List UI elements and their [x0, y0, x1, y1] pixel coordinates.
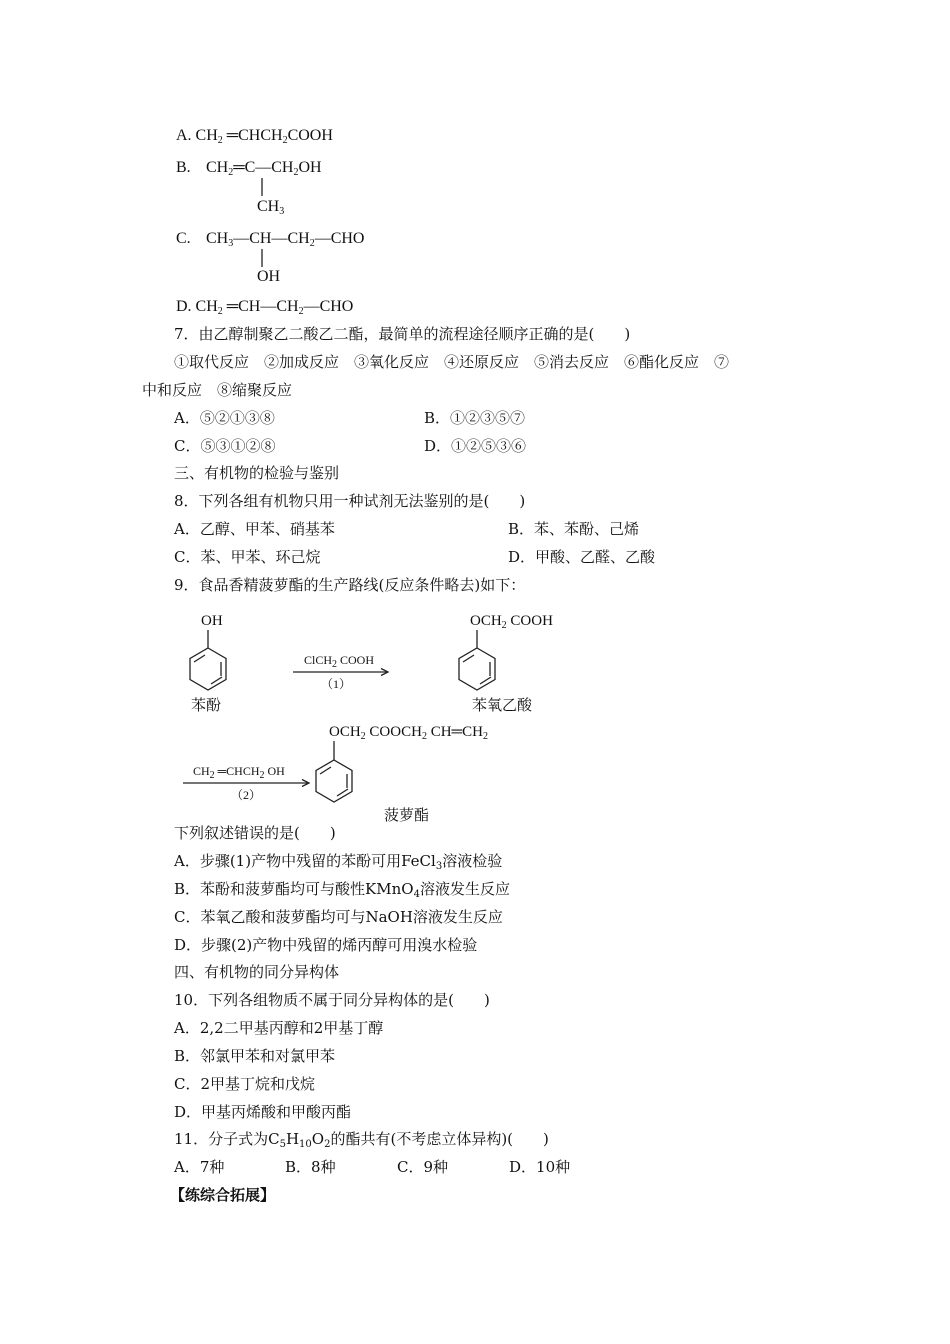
q9-option-c: C．苯氧乙酸和菠萝酯均可与NaOH溶液发生反应	[174, 908, 503, 926]
q11-option-b: B．8种	[285, 1158, 336, 1176]
q6-option-d: D. $CH_2$ $═CH—CH_2—CHO$	[176, 298, 354, 317]
q7-option-a: A．⑤②①③⑧	[174, 409, 275, 427]
section-4-heading: 四、有机物的同分异构体	[174, 963, 340, 981]
q11-option-a: A．7种	[174, 1158, 225, 1176]
q6-option-c-label: C.	[176, 230, 191, 247]
q7-option-c: C．⑤③①②⑧	[174, 437, 276, 455]
q8-stem: 8．下列各组有机物只用一种试剂无法鉴别的是( )	[174, 492, 526, 510]
arrow-1-step: （1）	[321, 677, 352, 691]
arrow-1-reagent: ClCH$_2$ COOH	[304, 653, 375, 670]
phenoxyacetic-acid-name: 苯氧乙酸	[472, 696, 533, 714]
q6-option-b-label: B.	[176, 159, 191, 176]
q11-option-c: C．9种	[397, 1158, 449, 1176]
phenoxyacetic-acid-ring	[459, 630, 495, 690]
q6-option-c-formula: $CH_3—CH—CH_2—CHO$	[206, 230, 365, 249]
pineapple-ester-name: 菠萝酯	[384, 806, 430, 824]
phenol-oh-label: OH	[201, 613, 223, 629]
q9-option-d: D．步骤(2)产物中残留的烯丙醇可用溴水检验	[174, 936, 478, 954]
section-3-heading: 三、有机物的检验与鉴别	[174, 464, 340, 482]
phenol-ring	[190, 630, 226, 690]
q10-option-d: D．甲基丙烯酸和甲酸丙酯	[174, 1103, 352, 1121]
q11-stem: 11．分子式为$C_5H_{10}O_2$的酯共有(不考虑立体异构)( )	[174, 1130, 549, 1150]
q9-stem: 9．食品香精菠萝酯的生产路线(反应条件略去)如下：	[174, 576, 526, 594]
arrow-2-step: （2）	[231, 788, 262, 802]
q7-reaction-list-line1: ①取代反应 ②加成反应 ③氧化反应 ④还原反应 ⑤消去反应 ⑥酯化反应 ⑦	[174, 353, 730, 371]
section-footer-heading: 【练综合拓展】	[170, 1186, 276, 1204]
q8-option-b: B．苯、苯酚、己烯	[508, 520, 640, 538]
q7-reaction-list-line2: 中和反应 ⑧缩聚反应	[142, 381, 293, 399]
q8-option-d: D．甲酸、乙醛、乙酸	[508, 548, 656, 566]
q9-option-b: B．苯酚和菠萝酯均可与酸性KMnO$_4$溶液发生反应	[174, 880, 510, 900]
q8-option-a: A．乙醇、甲苯、硝基苯	[174, 520, 335, 538]
arrow-2-reagent: $CH_2$ $═CHCH_2$ OH	[193, 764, 285, 781]
q10-option-b: B．邻氯甲苯和对氯甲苯	[174, 1047, 336, 1065]
q6-option-a: A. $CH_2$ $═CHCH_2COOH$	[176, 127, 333, 146]
phenoxyacetic-acid-group: $OCH_2$ COOH	[470, 613, 553, 631]
q10-option-c: C．2甲基丁烷和戊烷	[174, 1075, 316, 1093]
phenol-name: 苯酚	[191, 696, 222, 714]
q7-stem: 7．由乙醇制聚乙二酸乙二酯，最简单的流程途径顺序正确的是( )	[174, 325, 631, 343]
q9-question: 下列叙述错误的是( )	[174, 824, 336, 842]
pineapple-ester-ring	[316, 741, 352, 802]
q11-option-d: D．10种	[509, 1158, 571, 1176]
pineapple-ester-group: $OCH_2$ $COOCH_2$ $CH═CH_2$	[329, 724, 488, 742]
q6-option-c-branch: OH	[257, 268, 281, 285]
q8-option-c: C．苯、甲苯、环己烷	[174, 548, 321, 566]
q7-option-b: B．①②③⑤⑦	[424, 409, 526, 427]
q6-option-b-branch: $CH_3$	[257, 198, 285, 217]
q7-option-d: D．①②⑤③⑥	[424, 437, 527, 455]
q10-stem: 10．下列各组物质不属于同分异构体的是( )	[174, 991, 490, 1009]
q10-option-a: A．2,2二甲基丙醇和2甲基丁醇	[174, 1019, 384, 1037]
q9-option-a: A．步骤(1)产物中残留的苯酚可用FeCl$_3$溶液检验	[174, 852, 503, 872]
q6-option-b-formula: $CH_2═C—CH_2OH$	[206, 159, 322, 178]
